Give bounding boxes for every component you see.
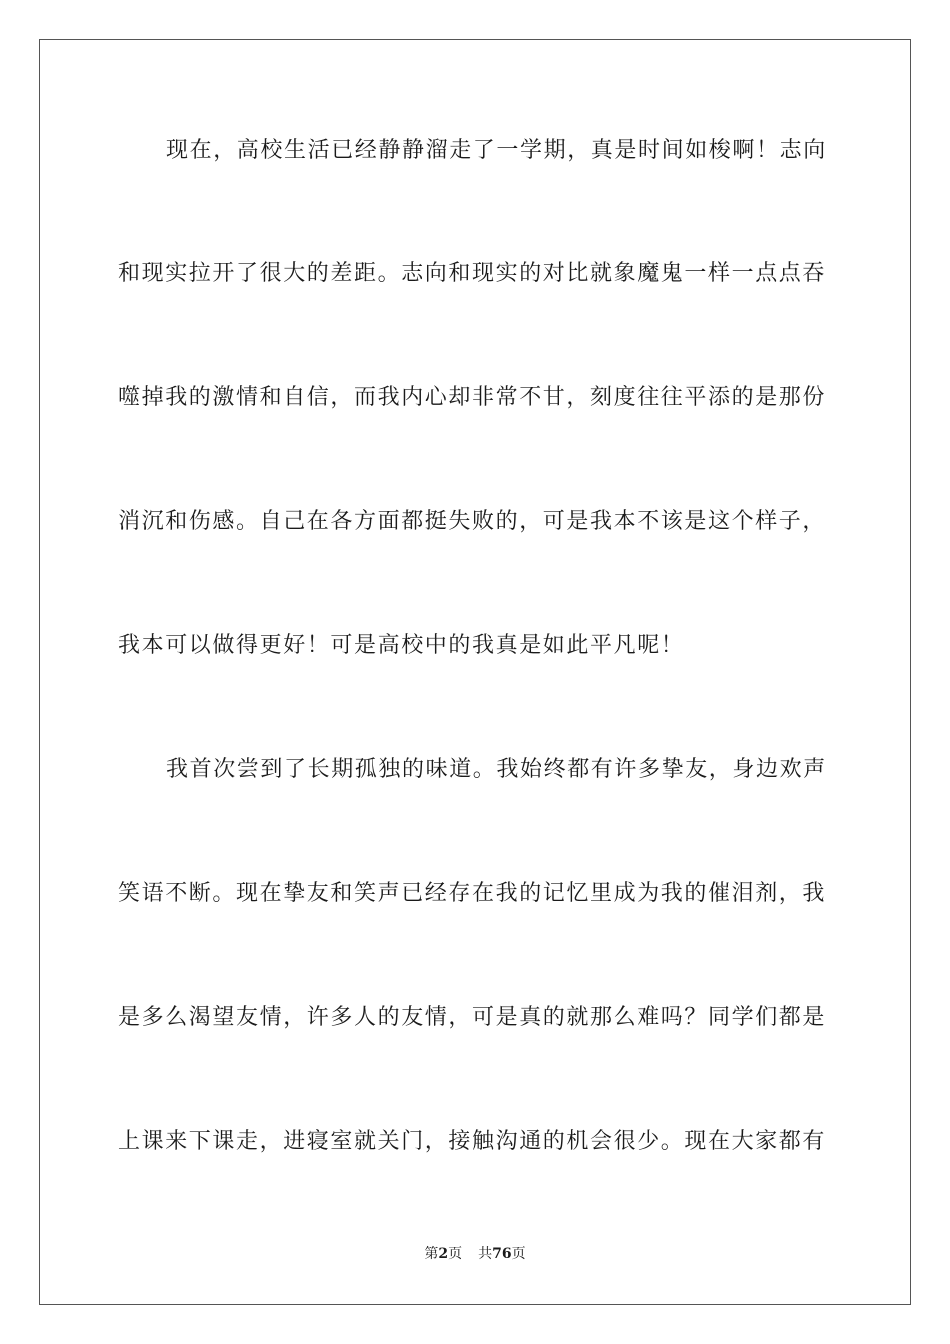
paragraph-1-line-4: 消沉和伤感。自己在各方面都挺失败的，可是我本不该是这个样子， bbox=[118, 509, 827, 534]
paragraph-1-line-5: 我本可以做得更好！可是高校中的我真是如此平凡呢！ bbox=[118, 633, 685, 658]
paragraph-2-line-2: 笑语不断。现在挚友和笑声已经存在我的记忆里成为我的催泪剂，我 bbox=[118, 881, 827, 906]
total-prefix: 共 bbox=[478, 1246, 493, 1262]
paragraph-1-line-2: 和现实拉开了很大的差距。志向和现实的对比就象魔鬼一样一点点吞 bbox=[118, 261, 827, 286]
total-suffix: 页 bbox=[511, 1246, 526, 1262]
page-footer bbox=[0, 1245, 950, 1263]
page-prefix: 第 bbox=[424, 1246, 439, 1262]
paragraph-2-line-4: 上课来下课走，进寝室就关门，接触沟通的机会很少。现在大家都有 bbox=[118, 1129, 827, 1154]
paragraph-2-line-3: 是多么渴望友情，许多人的友情，可是真的就那么难吗？同学们都是 bbox=[118, 1005, 827, 1030]
paragraph-2-line-1: 我首次尝到了长期孤独的味道。我始终都有许多挚友，身边欢声 bbox=[166, 757, 827, 782]
paragraph-1-line-3: 噬掉我的激情和自信，而我内心却非常不甘，刻度往往平添的是那份 bbox=[118, 385, 827, 410]
current-page-number: 2 bbox=[438, 1246, 449, 1262]
total-page-count: 76 bbox=[492, 1246, 512, 1262]
page-border bbox=[39, 39, 911, 1305]
paragraph-1-line-1: 现在，高校生活已经静静溜走了一学期，真是时间如梭啊！志向 bbox=[166, 138, 827, 163]
page-suffix: 页 bbox=[448, 1246, 463, 1262]
